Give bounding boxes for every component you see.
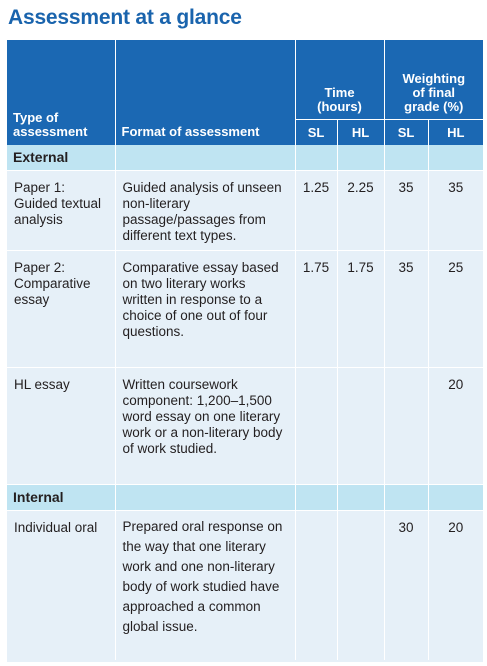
assessment-type: Paper 1: Guided textual analysis (7, 170, 115, 250)
section-cell (384, 484, 428, 510)
assessment-type: Individual oral (7, 510, 115, 660)
section-cell (337, 145, 384, 171)
assessment-type: HL essay (7, 367, 115, 484)
time-sl (295, 367, 337, 484)
weight-hl: 20 (428, 367, 483, 484)
section-cell (115, 145, 295, 171)
section-cell (428, 145, 483, 171)
header-time-hl: HL (337, 119, 384, 145)
header-weighting: Weighting of final grade (%) (384, 40, 483, 119)
assessment-format: Written coursework component: 1,200–1,500 word essay on one literary work or a non-literary body of work studied. (115, 367, 295, 484)
section-row-internal (7, 484, 483, 510)
time-hl (337, 510, 384, 660)
time-hl: 1.75 (337, 250, 384, 367)
weight-sl: 35 (384, 250, 428, 367)
time-hl: 2.25 (337, 170, 384, 250)
header-format-of-assessment: Format of assessment (115, 40, 295, 145)
assessment-format: Prepared oral response on the way that one literary work and one non-literary body of work studied have approached a common global issue. (115, 510, 295, 660)
time-hl (337, 367, 384, 484)
assessment-type: Paper 2: Comparative essay (7, 250, 115, 367)
table-header-row (7, 40, 483, 119)
section-cell (115, 484, 295, 510)
section-cell (384, 145, 428, 171)
weight-hl: 25 (428, 250, 483, 367)
section-cell (337, 484, 384, 510)
table-row (7, 250, 483, 367)
header-time-hours: Time (hours) (295, 40, 384, 119)
header-type-of-assessment: Type of assessment (7, 40, 115, 145)
header-weight-sl: SL (384, 119, 428, 145)
section-label-external: External (7, 145, 115, 171)
weight-hl: 20 (428, 510, 483, 660)
section-cell (428, 484, 483, 510)
section-label-internal: Internal (7, 484, 115, 510)
time-sl (295, 510, 337, 660)
section-row-external (7, 145, 483, 171)
header-time-sl: SL (295, 119, 337, 145)
table-row (7, 170, 483, 250)
table-row (7, 367, 483, 484)
weight-sl (384, 367, 428, 484)
table-row (7, 510, 483, 660)
weight-sl: 30 (384, 510, 428, 660)
page-title: Assessment at a glance (8, 6, 242, 29)
weight-sl: 35 (384, 170, 428, 250)
assessment-format: Comparative essay based on two literary works written in response to a choice of one out of four questions. (115, 250, 295, 367)
header-weight-hl: HL (428, 119, 483, 145)
assessment-table (7, 40, 483, 660)
section-cell (295, 484, 337, 510)
assessment-format: Guided analysis of unseen non-literary passage/passages from different text types. (115, 170, 295, 250)
time-sl: 1.75 (295, 250, 337, 367)
weight-hl: 35 (428, 170, 483, 250)
time-sl: 1.25 (295, 170, 337, 250)
section-cell (295, 145, 337, 171)
